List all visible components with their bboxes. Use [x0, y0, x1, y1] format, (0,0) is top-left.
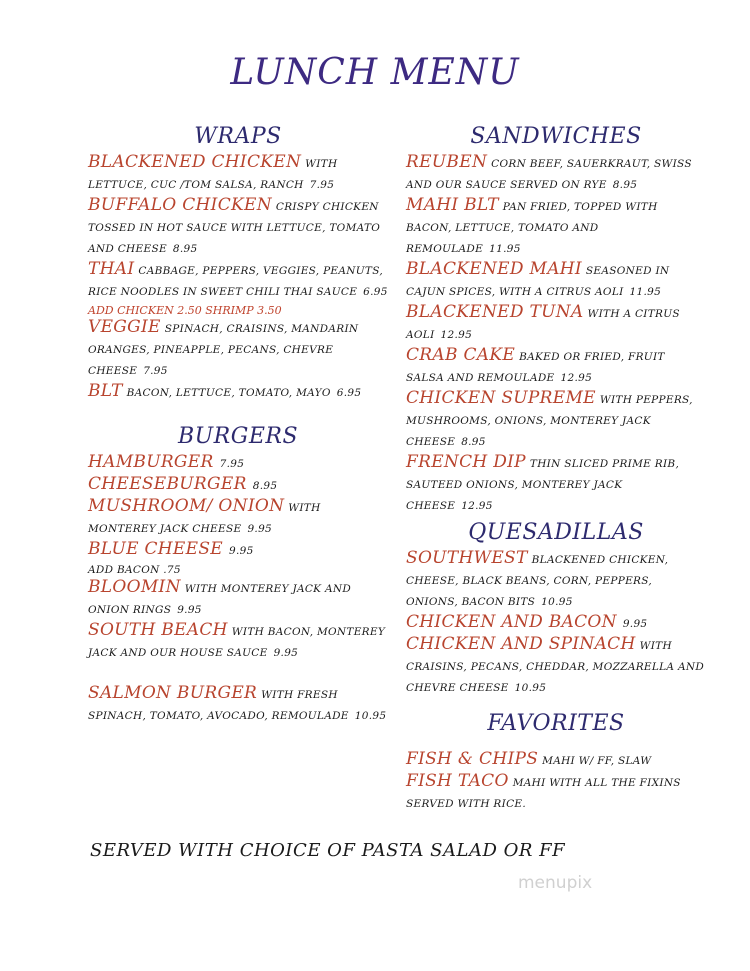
section-quesadillas [406, 520, 706, 698]
section-title: BURGERS [177, 424, 299, 449]
section-burgers [88, 424, 388, 726]
menu-item: CHEESEBURGER 8.95 [88, 474, 278, 494]
section-title: SANDWICHES [470, 124, 642, 149]
section-wraps [88, 124, 388, 403]
menu-item: BLACKENED TUNA WITH A CITRUS AOLI 12.95 [406, 302, 680, 341]
menu-item: CRAB CAKE BAKED OR FRIED, FRUIT SALSA AND REMOULADE 12.95 [406, 345, 665, 384]
left-column [88, 124, 388, 727]
menu-item: CHICKEN SUPREME WITH PEPPERS, MUSHROOMS, ONIONS, MONTEREY JACK CHEESE 8.95 [406, 388, 693, 448]
page-title: LUNCH MENU [230, 52, 520, 93]
menu-item: BLOOMIN WITH MONTEREY JACK AND ONION RINGS 9.95 [88, 577, 352, 616]
menu-item: MUSHROOM/ ONION WITH MONTEREY JACK CHEESE 9.95 [88, 496, 321, 535]
watermark: menupix [518, 873, 593, 893]
menu-item: BLACKENED CHICKEN WITH LETTUCE, CUC /TOM SALSA, RANCH 7.95 [88, 152, 338, 191]
footer-note: SERVED WITH CHOICE OF PASTA SALAD OR FF [90, 840, 566, 861]
section-title: WRAPS [194, 124, 282, 149]
menu-item: MAHI BLT PAN FRIED, TOPPED WITH BACON, LETTUCE, TOMATO AND REMOULADE 11.95 [406, 195, 658, 255]
menu-item: CHICKEN AND BACON 9.95 [406, 612, 648, 632]
menu-item: BLT BACON, LETTUCE, TOMATO, MAYO 6.95 [88, 381, 362, 401]
menu-item: BUFFALO CHICKEN CRISPY CHICKEN TOSSED IN HOT SAUCE WITH LETTUCE, TOMATO AND CHEESE 8.95 [88, 195, 381, 255]
section-title: QUESADILLAS [468, 520, 644, 545]
menu-item: SOUTHWEST BLACKENED CHICKEN, CHEESE, BLACK BEANS, CORN, PEPPERS, ONIONS, BACON BITS 10.95 [406, 548, 669, 608]
menu-item: CHICKEN AND SPINACH WITH CRAISINS, PECANS, CHEDDAR, MOZZARELLA AND CHEVRE CHEESE 10.95 [406, 634, 705, 694]
section-favorites [406, 711, 706, 814]
addon-note: ADD CHICKEN 2.50 SHRIMP 3.50 [88, 304, 282, 317]
menu-item: SALMON BURGER WITH FRESH SPINACH, TOMATO, AVOCADO, REMOULADE 10.95 [88, 683, 387, 722]
menu-item: BLACKENED MAHI SEASONED IN CAJUN SPICES, WITH A CITRUS AOLI 11.95 [406, 259, 670, 298]
menu-item: FISH TACO MAHI WITH ALL THE FIXINS SERVED WITH RICE. [406, 771, 681, 810]
menu-item: FRENCH DIP THIN SLICED PRIME RIB, SAUTEED ONIONS, MONTEREY JACK CHEESE 12.95 [406, 452, 680, 512]
menu-item: FISH & CHIPS MAHI W/ FF, SLAW [406, 749, 652, 769]
menu-item: HAMBURGER 7.95 [88, 452, 245, 472]
menu-item: BLUE CHEESE 9.95 [88, 539, 254, 559]
right-column [406, 124, 706, 815]
menu-item: VEGGIE SPINACH, CRAISINS, MANDARIN ORANGES, PINEAPPLE, PECANS, CHEVRE CHEESE 7.95 [88, 317, 359, 377]
menu-item: THAI CABBAGE, PEPPERS, VEGGIES, PEANUTS, RICE NOODLES IN SWEET CHILI THAI SAUCE 6.95 [88, 259, 388, 298]
menu-item: REUBEN CORN BEEF, SAUERKRAUT, SWISS AND OUR SAUCE SERVED ON RYE 8.95 [406, 152, 692, 191]
menu-item: SOUTH BEACH WITH BACON, MONTEREY JACK AND OUR HOUSE SAUCE 9.95 [88, 620, 386, 659]
section-title: FAVORITES [487, 711, 625, 736]
section-sandwiches [406, 124, 706, 516]
addon-note: ADD BACON .75 [88, 564, 181, 576]
